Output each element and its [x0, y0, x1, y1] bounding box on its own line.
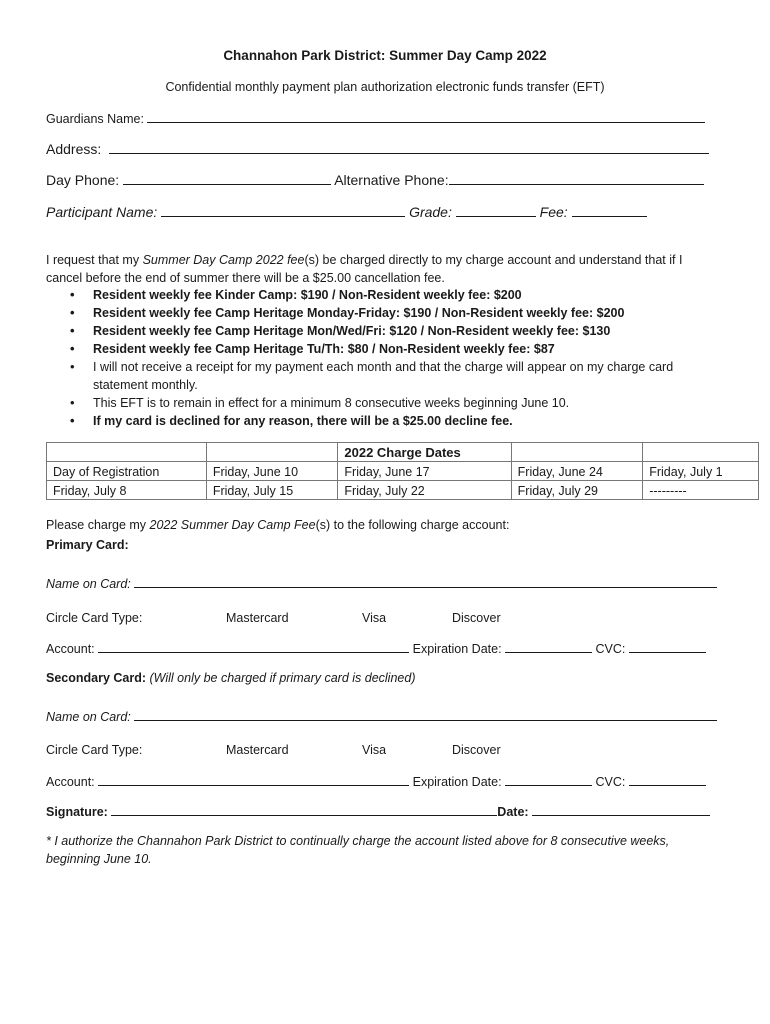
secondary-card-heading: Secondary Card:	[46, 671, 147, 685]
list-item: • Resident weekly fee Kinder Camp: $190 / Non-Resident weekly fee: $200	[46, 286, 706, 304]
primary-account-field[interactable]	[98, 641, 409, 653]
primary-mastercard-option[interactable]: Mastercard	[226, 611, 289, 625]
list-item: • Resident weekly fee Camp Heritage Monday-Friday: $190 / Non-Resident weekly fee: $200	[46, 304, 706, 322]
secondary-discover-option[interactable]: Discover	[452, 743, 501, 757]
day-phone-field[interactable]	[123, 173, 331, 185]
address-row	[46, 141, 709, 157]
participant-name-label: Participant Name:	[46, 204, 158, 220]
fee-bullet-list	[46, 286, 706, 430]
secondary-mastercard-option[interactable]: Mastercard	[226, 743, 289, 757]
primary-account-label: Account:	[46, 642, 95, 656]
secondary-visa-option[interactable]: Visa	[362, 743, 387, 757]
secondary-card-type-label: Circle Card Type:	[46, 743, 143, 757]
primary-card-type-label: Circle Card Type:	[46, 611, 143, 625]
table-cell: Friday, June 24	[511, 462, 643, 481]
guardians-name-field[interactable]	[147, 111, 705, 123]
table-row	[47, 462, 759, 481]
secondary-name-field[interactable]	[134, 709, 717, 721]
alternative-phone-label: Alternative Phone:	[334, 172, 449, 188]
list-item: • Resident weekly fee Camp Heritage Mon/Wed/Fri: $120 / Non-Resident weekly fee: $130	[46, 322, 706, 340]
date-field[interactable]	[532, 804, 710, 816]
secondary-account-label: Account:	[46, 775, 95, 789]
primary-visa-option[interactable]: Visa	[362, 611, 387, 625]
signature-field[interactable]	[111, 804, 497, 816]
table-cell: Friday, July 29	[511, 481, 643, 500]
primary-account-row	[46, 641, 706, 656]
secondary-expiration-field[interactable]	[505, 774, 592, 786]
guardians-name-row	[46, 111, 705, 126]
request-paragraph: I request that my Summer Day Camp 2022 fee(s) be charged directly to my charge account and understand that if I cancel before the end of summer there will be a $25.00 cancellation fee.	[46, 253, 683, 285]
authorization-footnote: * I authorize the Channahon Park District to continually charge the account listed above for 8 consecutive weeks, beginning June 10.	[46, 834, 670, 866]
signature-label: Signature:	[46, 805, 108, 819]
table-header-row	[47, 443, 759, 462]
signature-row	[46, 804, 710, 819]
table-cell: Friday, July 8	[47, 481, 207, 500]
page-title: Channahon Park District: Summer Day Camp 2022	[223, 48, 547, 63]
secondary-account-row	[46, 774, 706, 789]
table-cell: Friday, July 1	[643, 462, 759, 481]
date-label: Date:	[497, 805, 529, 819]
address-label: Address:	[46, 141, 102, 157]
table-cell: Friday, July 15	[206, 481, 338, 500]
primary-card-heading: Primary Card:	[46, 538, 129, 552]
charge-dates-table	[46, 442, 759, 500]
guardians-name-label: Guardians Name:	[46, 112, 144, 126]
table-row	[47, 481, 759, 500]
list-item: • Resident weekly fee Camp Heritage Tu/Th: $80 / Non-Resident weekly fee: $87	[46, 340, 706, 358]
secondary-name-row	[46, 709, 717, 724]
page-subtitle: Confidential monthly payment plan authorization electronic funds transfer (EFT)	[165, 80, 605, 94]
address-field[interactable]	[109, 142, 709, 154]
participant-row	[46, 204, 647, 220]
charge-dates-header: 2022 Charge Dates	[338, 443, 511, 462]
primary-expiration-label: Expiration Date:	[412, 642, 502, 656]
secondary-name-label: Name on Card:	[46, 710, 131, 724]
table-cell: Friday, July 22	[338, 481, 511, 500]
alternative-phone-field[interactable]	[449, 173, 704, 185]
primary-discover-option[interactable]: Discover	[452, 611, 501, 625]
secondary-card-note: (Will only be charged if primary card is declined)	[149, 671, 416, 685]
charge-intro: Please charge my 2022 Summer Day Camp Fee(s) to the following charge account:	[46, 518, 510, 532]
secondary-expiration-label: Expiration Date:	[412, 775, 502, 789]
phone-row	[46, 172, 704, 188]
secondary-account-field[interactable]	[98, 774, 409, 786]
grade-label: Grade:	[409, 204, 452, 220]
fee-field[interactable]	[572, 205, 647, 217]
day-phone-label: Day Phone:	[46, 172, 120, 188]
secondary-cvc-label: CVC:	[595, 775, 626, 789]
primary-cvc-field[interactable]	[629, 641, 706, 653]
table-cell: ---------	[643, 481, 759, 500]
list-item: • If my card is declined for any reason, there will be a $25.00 decline fee.	[46, 412, 706, 430]
primary-expiration-field[interactable]	[505, 641, 592, 653]
primary-name-field[interactable]	[134, 576, 717, 588]
primary-name-row	[46, 576, 717, 591]
table-cell: Day of Registration	[47, 462, 207, 481]
list-item: • This EFT is to remain in effect for a minimum 8 consecutive weeks beginning June 10.	[46, 394, 706, 412]
table-cell: Friday, June 17	[338, 462, 511, 481]
table-cell: Friday, June 10	[206, 462, 338, 481]
secondary-cvc-field[interactable]	[629, 774, 706, 786]
participant-name-field[interactable]	[161, 205, 405, 217]
primary-name-label: Name on Card:	[46, 577, 131, 591]
list-item: • I will not receive a receipt for my payment each month and that the charge will appear on my charge card statement monthly.	[46, 358, 706, 394]
secondary-card-heading-row	[46, 671, 415, 685]
grade-field[interactable]	[456, 205, 536, 217]
primary-cvc-label: CVC:	[595, 642, 626, 656]
fee-label: Fee:	[539, 204, 568, 220]
